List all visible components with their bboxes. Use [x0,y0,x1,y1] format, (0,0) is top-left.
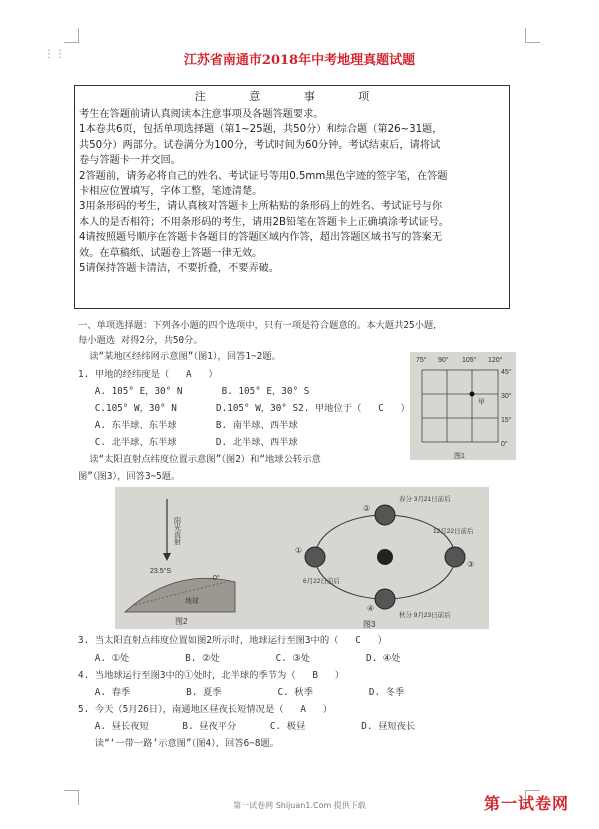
question-line: A. ①处 B. ②处 C. ③处 D. ④处 [78,653,401,664]
question-line: 每小题选 对得2分，共50分。 [78,335,203,346]
question-line: 3. 当太阳直射点纬度位置如图2所示时，地球运行至图3中的（ C ） [78,635,387,646]
lat-label: 0° [501,441,508,448]
lat-label: 45° [501,369,512,376]
footer-text: 第一试卷网 Shijuan1.Com 提供下载 [233,801,366,810]
earth-autumn [375,589,395,609]
drag-handle-icon[interactable]: ⋮⋮ [44,49,66,60]
page-corner-mark [64,28,79,43]
question-line: 读“太阳直射点纬度位置示意图”（图2）和“地球公转示意 [78,454,321,465]
lon-label: 105° [462,357,477,364]
question-line: 一、单项选择题：下列各小题的四个选项中，只有一项是符合题意的。本大题共25小题， [78,320,443,331]
notice-line: 效。在草稿纸、试题卷上答题一律无效。 [79,247,263,259]
figure-1 [410,352,516,460]
question-line: A. 105° E，30° N B. 105° E，30° S [78,386,310,397]
figure-caption: 图3 [363,620,376,629]
question-line: 5. 今天（5月26日），南通地区昼夜长短情况是（ A ） [78,704,333,715]
notice-heading: 注 意 事 项 [194,90,390,103]
notice-line: 本人的是否相符；不用条形码的考生，请用2B铅笔在答题卡上正确填涂考试证号。 [79,216,450,228]
orbit-label: 秋分 9月23日前后 [399,612,451,619]
point-jia [470,392,475,397]
question-line: A. 春季 B. 夏季 C. 秋季 D. 冬季 [78,687,405,698]
notice-line: 共50分）两部分。试卷满分为100分，考试时间为60分钟。考试结束后，请将试 [79,139,441,151]
figure-caption: 图1 [454,453,465,460]
question-line: C.105° W，30° N D.105° W，30° S2. 甲地位于（ C ） [78,403,410,414]
orbit-label: 春分 3月21日前后 [399,496,451,503]
lat-label: 30° [501,393,512,400]
notice-line: 卷与答题卡一并交回。 [79,155,181,167]
notice-line: 1本卷共6页，包括单项选择题（第1~25题，共50分）和综合题（第26~31题， [79,124,443,136]
lon-label: 120° [488,357,503,364]
question-line: A. 昼长夜短 B. 昼夜平分 C. 极昼 D. 昼短夜长 [78,721,416,732]
figure-caption: 图2 [175,617,188,626]
ground-label: 地球 [185,598,199,605]
question-line: 读“某地区经纬网示意图”（图1），回答1~2题。 [78,351,281,362]
earth-surface [125,578,235,612]
document-title: 江苏省南通市2018年中考地理真题试题 [183,53,416,68]
orbit-marker: ③ [467,560,475,569]
figure-2-3-svg [115,487,489,629]
lat-label: 15° [501,417,512,424]
watermark-logo: 第一试卷网 [484,794,570,813]
earth-summer [305,547,325,567]
orbit-marker: ④ [367,604,375,613]
earth-winter [445,547,465,567]
point-label: 甲 [478,399,485,406]
equator-label: 0° [213,575,220,582]
lat-label: 23.5°S [150,568,172,575]
notice-line: 卡相应位置填写，字体工整，笔迹清楚。 [79,186,263,198]
lon-label: 75° [416,357,427,364]
question-line: C. 北半球、东半球 D. 北半球、西半球 [78,437,298,448]
figure-2-3 [115,487,489,629]
page-corner-mark [525,28,540,43]
sun-label: 阳光直射 [173,517,181,545]
question-line: 1. 甲地的经纬度是（ A ） [78,369,218,380]
orbit-marker: ① [295,546,303,555]
figure-2 [125,499,235,626]
question-line: 读“‘一带一路’示意图”（图4），回答6~8题。 [78,738,280,749]
question-line: 图”（图3），回答3~5题。 [78,471,181,482]
notice-line: 2答题前，请务必将自己的姓名、考试证号等用0.5mm黑色字迹的签字笔，在答题 [79,170,448,182]
orbit-label: 12月22日前后 [433,528,474,535]
notice-box [74,85,510,309]
notice-line: 考生在答题前请认真阅读本注意事项及各题答题要求。 [79,109,324,120]
question-line: 4. 当地球运行至图3中的①处时，北半球的季节为（ B ） [78,670,345,681]
orbit-marker: ② [363,504,371,513]
sun-icon [377,549,393,565]
orbit-label: 6月22日前后 [303,578,340,585]
lon-label: 90° [438,357,449,364]
earth-spring [375,505,395,525]
notice-line: 5请保持答题卡清洁，不要折叠，不要弄破。 [79,263,280,275]
notice-line: 3用条形码的考生，请认真核对答题卡上所粘贴的条形码上的姓名、考试证号与你 [79,201,443,213]
grid-frame [422,370,498,442]
question-line: A. 东半球、东半球 B. 南半球、西半球 [78,420,298,431]
arrow-head-icon [163,553,171,561]
figure-1-svg [410,352,516,460]
notice-line: 4请按照题号顺序在答题卡各题目的答题区域内作答，超出答题区域书写的答案无 [79,232,443,244]
figure-3 [295,494,474,629]
